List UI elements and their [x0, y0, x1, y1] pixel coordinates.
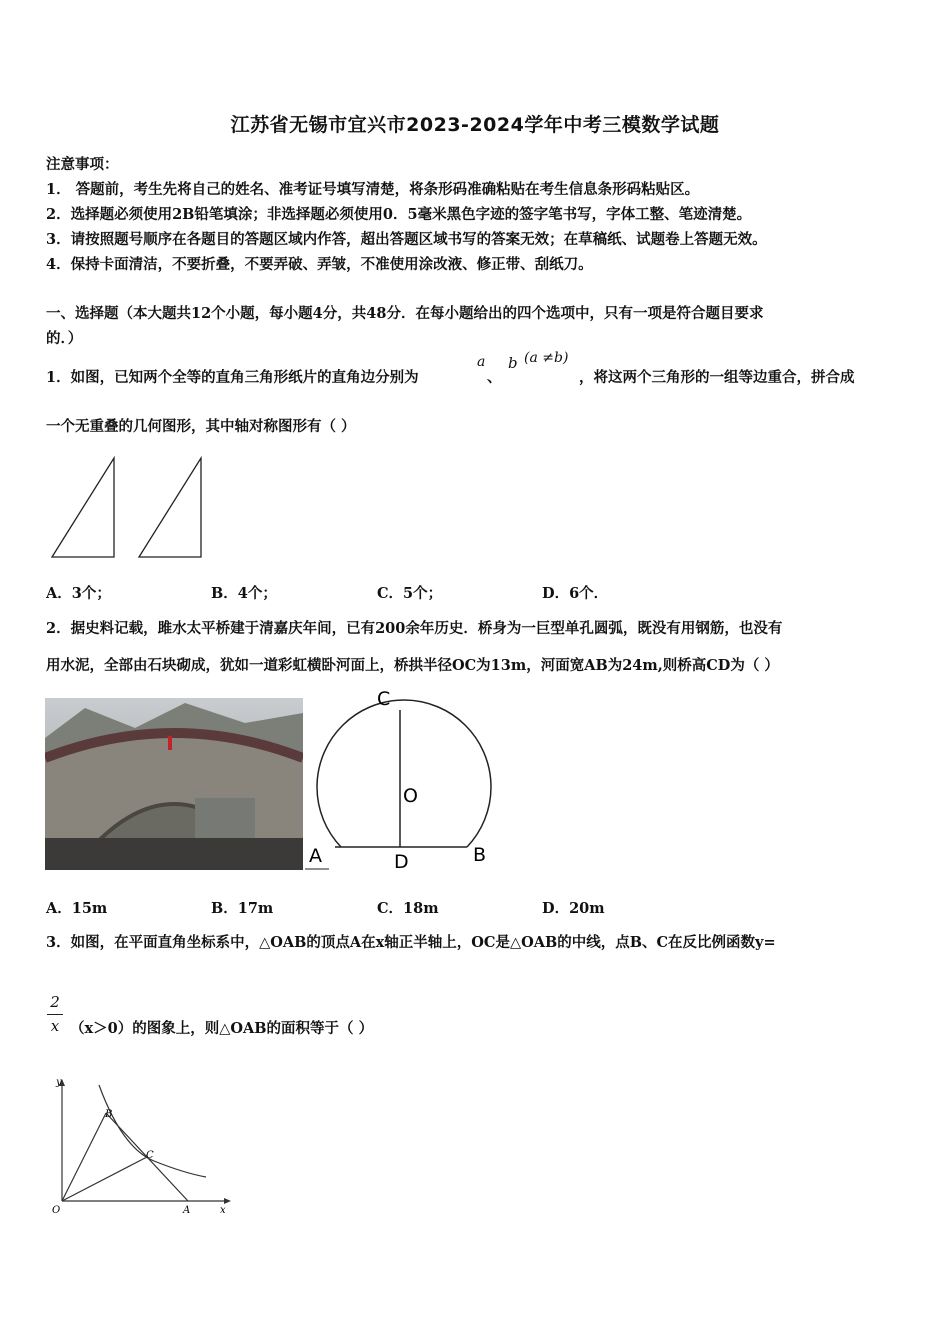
page-title: 江苏省无锡市宜兴市2023-2024学年中考三模数学试题 — [230, 114, 720, 136]
label-d: D — [394, 851, 409, 871]
q3-text-line1: 3．如图，在平面直角坐标系中，△OAB的顶点A在x轴正半轴上，OC是△OAB的中线，点B、C在反比例函数y= — [46, 934, 776, 951]
notice-item: 4．保持卡面清洁，不要折叠，不要弄破、弄皱，不准使用涂改液、修正带、刮纸刀。 — [46, 256, 593, 273]
q1-sep: 、 — [487, 369, 502, 386]
label-c: C — [146, 1150, 154, 1161]
triangle-shape — [139, 458, 201, 557]
label-a: A — [183, 1205, 191, 1216]
q1-option-c[interactable]: C．5个； — [377, 585, 443, 602]
q2-text-line2: 用水泥，全部由石块砌成，犹如一道彩虹横卧河面上，桥拱半径OC为13m，河面宽AB为24m,则桥高CD为（ ） — [46, 657, 779, 674]
q2-option-a[interactable]: A．15m — [46, 900, 108, 917]
q2-text-line1: 2．据史料记载，雎水太平桥建于清嘉庆年间，已有200余年历史．桥身为一巨型单孔圆弧，既没有用钢筋，也没有 — [46, 620, 783, 637]
triangle-shape — [52, 458, 114, 557]
section-heading: 一、选择题（本大题共12个小题，每小题4分，共48分．在每小题给出的四个选项中，只有一项是符合题目要求 — [46, 305, 764, 322]
q1-option-b[interactable]: B．4个； — [211, 585, 277, 602]
q1-condition: (a ≠b) — [524, 350, 569, 366]
bridge-photo — [45, 698, 303, 870]
q3-text-line2: （x＞0）的图象上，则△OAB的面积等于（ ） — [70, 1020, 374, 1037]
q2-option-b[interactable]: B．17m — [211, 900, 274, 917]
label-x: x — [220, 1205, 226, 1216]
q1-option-a[interactable]: A．3个； — [46, 585, 111, 602]
arc-shape — [317, 700, 491, 847]
q1-option-d[interactable]: D．6个． — [542, 585, 609, 602]
q1-text-post: ，将这两个三角形的一组等边重合，拼合成 — [579, 369, 855, 386]
q1-text-pre: 1．如图，已知两个全等的直角三角形纸片的直角边分别为 — [46, 369, 419, 386]
fraction-denominator: x — [50, 1017, 60, 1035]
q3-coordinate-figure — [44, 1073, 234, 1223]
fraction-numerator: 2 — [50, 993, 60, 1011]
label-origin: O — [52, 1205, 61, 1216]
notice-item: 1． 答题前，考生先将自己的姓名、准考证号填写清楚，将条形码准确粘贴在考生信息条形码粘贴区。 — [46, 181, 700, 198]
q2-circle-diagram — [305, 686, 495, 871]
segment-ob — [62, 1113, 106, 1201]
x-axis-arrow — [224, 1198, 231, 1204]
notice-heading: 注意事项： — [46, 156, 119, 173]
label-a: A — [309, 845, 322, 867]
label-b: B — [105, 1109, 113, 1120]
notice-item: 3．请按照题号顺序在各题目的答题区域内作答，超出答题区域书写的答案无效；在草稿纸、试题卷上答题无效。 — [46, 231, 767, 248]
q2-option-d[interactable]: D．20m — [542, 900, 605, 917]
q2-option-c[interactable]: C．18m — [377, 900, 439, 917]
notice-item: 2．选择题必须使用2B铅笔填涂；非选择题必须使用0．5毫米黑色字迹的签字笔书写，字体工整、笔迹清楚。 — [46, 206, 752, 223]
q1-var-a: a — [477, 354, 486, 370]
segment-oc — [62, 1157, 147, 1201]
fraction-bar — [47, 1014, 63, 1015]
q1-triangles-figure — [44, 450, 224, 565]
label-c: C — [377, 688, 391, 710]
label-y: y — [56, 1077, 62, 1088]
q1-text-line2: 一个无重叠的几何图形，其中轴对称图形有（ ） — [46, 418, 356, 435]
label-b: B — [473, 844, 487, 866]
section-heading-cont: 的．） — [46, 330, 83, 347]
label-o: O — [403, 785, 418, 807]
q1-var-b: b — [508, 354, 518, 372]
